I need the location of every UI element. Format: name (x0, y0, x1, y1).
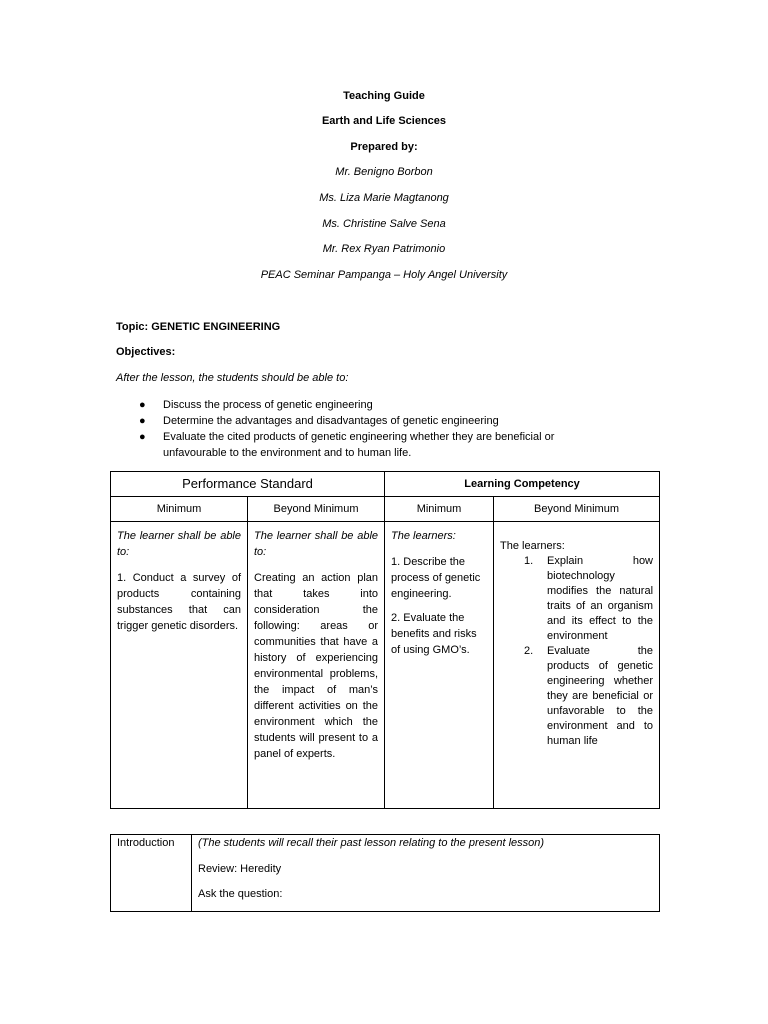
objectives-list (116, 397, 596, 461)
list-item: 1. Explain how biotechnology modifies the natural traits of an organism and its effect to the environment (524, 555, 654, 642)
performance-standard-header: Performance Standard (111, 472, 385, 497)
ps-beyond-cell (248, 522, 385, 809)
author-3: Ms. Christine Salve Sena (322, 218, 446, 230)
ps-min-intro: The learner shall be able to: (117, 530, 241, 558)
lc-minimum-header: Minimum (385, 497, 494, 522)
ps-min-body: 1. Conduct a survey of products containing substances that can trigger genetic disorders. (117, 572, 241, 632)
topic-heading: Topic: GENETIC ENGINEERING (116, 321, 281, 333)
list-item: 2. Evaluate the products of genetic engineering whether they are beneficial or unfavorable to the environment and to human life (524, 645, 654, 747)
ps-beyond-header: Beyond Minimum (248, 497, 385, 522)
introduction-label: Introduction (117, 837, 175, 849)
ps-minimum-header: Minimum (111, 497, 248, 522)
introduction-table (110, 834, 660, 912)
objectives-label: Objectives: (116, 346, 176, 358)
standards-table (110, 471, 660, 809)
bullet-icon: ● (139, 399, 146, 411)
lc-min-item-1: 1. Describe the process of genetic engineering. (391, 556, 481, 600)
introduction-note: (The students will recall their past lesson relating to the present lesson) (198, 837, 545, 849)
lc-min-item-2: 2. Evaluate the benefits and risks of using GMO’s. (391, 612, 477, 656)
objectives-intro: After the lesson, the students should be able to: (116, 372, 349, 384)
list-item: ● Discuss the process of genetic engineering (139, 399, 373, 411)
ps-beyond-intro: The learner shall be able to: (254, 530, 379, 558)
lc-beyond-intro: The learners: (500, 540, 565, 552)
author-1: Mr. Benigno Borbon (335, 166, 433, 178)
venue: PEAC Seminar Pampanga – Holy Angel University (260, 269, 508, 281)
doc-subject: Earth and Life Sciences (321, 115, 447, 127)
lc-min-intro: The learners: (391, 530, 456, 542)
doc-title: Teaching Guide (343, 90, 425, 102)
list-item: ● Evaluate the cited products of genetic engineering whether they are beneficial or unfavourable to the environment and to human life. (139, 431, 555, 459)
prepared-by-label: Prepared by: (350, 141, 418, 153)
lc-beyond-cell (494, 522, 660, 809)
author-2: Ms. Liza Marie Magtanong (319, 192, 449, 204)
ps-minimum-cell (111, 522, 248, 809)
lc-minimum-cell (385, 522, 494, 809)
ask-line: Ask the question: (198, 888, 283, 900)
author-4: Mr. Rex Ryan Patrimonio (322, 243, 446, 255)
lc-beyond-list (500, 554, 653, 749)
review-line: Review: Heredity (198, 863, 282, 875)
bullet-icon: ● (139, 431, 146, 443)
bullet-icon: ● (139, 415, 146, 427)
learning-competency-header: Learning Competency (385, 472, 660, 497)
introduction-content-cell (192, 835, 660, 912)
lc-beyond-header: Beyond Minimum (494, 497, 660, 522)
list-item: ● Determine the advantages and disadvantages of genetic engineering (139, 415, 499, 427)
ps-beyond-body: Creating an action plan that takes into consideration the following: areas or communities that have a history of experiencing environmental problems, the impact of man’s different activities on the environment which the students will present to a panel of experts. (254, 572, 379, 760)
introduction-label-cell (111, 835, 192, 912)
